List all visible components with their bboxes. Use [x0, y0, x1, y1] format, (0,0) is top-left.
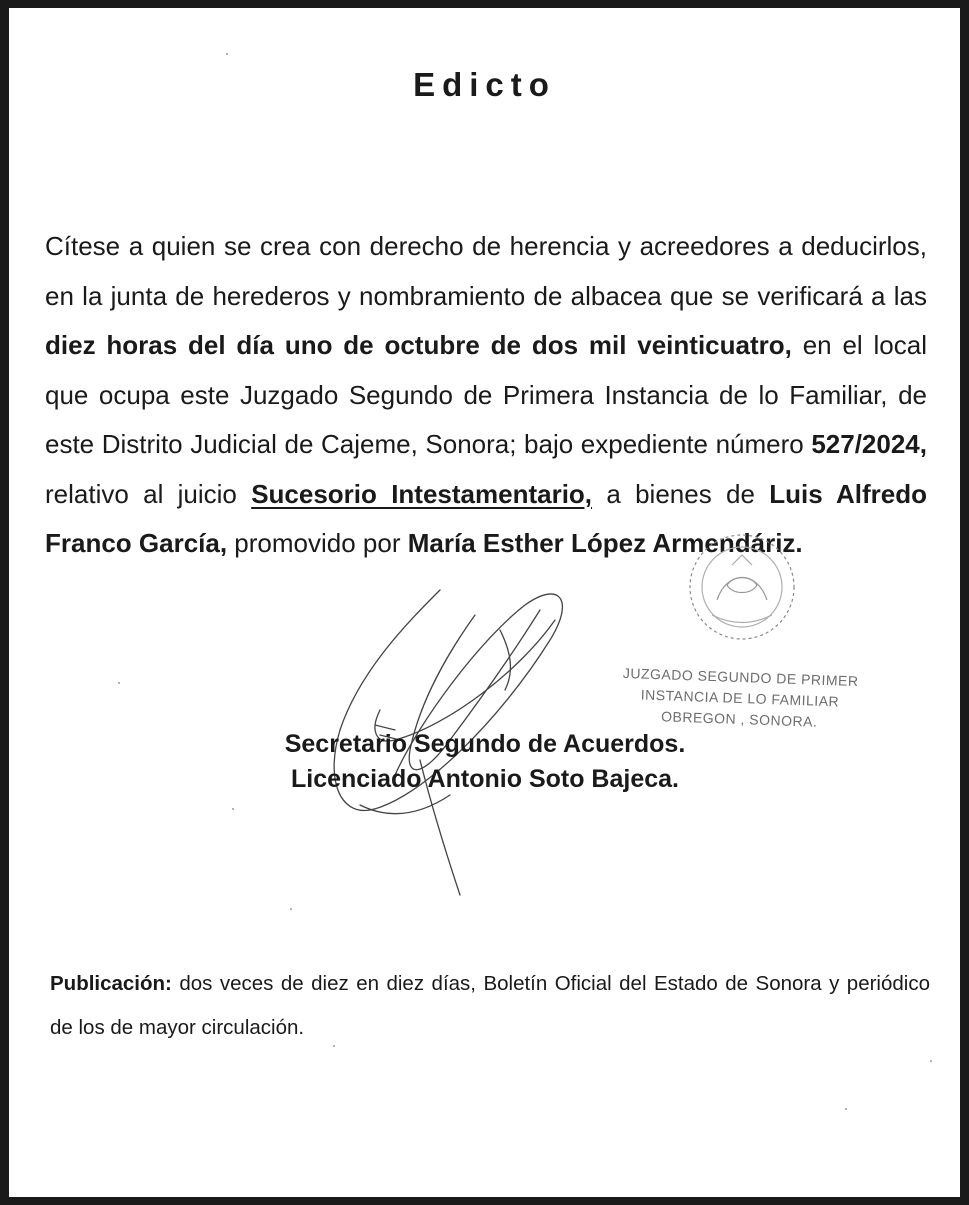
publication-note: [50, 962, 930, 1050]
stamp-line-1: JUZGADO SEGUNDO DE PRIMER: [622, 664, 859, 690]
signer-name: Licenciado Antonio Soto Bajeca.: [290, 765, 679, 793]
body-text-3: relativo al juicio: [45, 478, 252, 509]
case-number: 527/2024,: [811, 429, 927, 459]
publication-label: Publicación:: [50, 972, 172, 995]
scan-speck: [226, 53, 228, 55]
hearing-date: diez horas del día uno de octubre de dos mil veinticuatro,: [45, 330, 792, 360]
court-stamp-text: [599, 662, 881, 735]
promoter-name: María Esther López Armendáriz.: [407, 528, 803, 558]
scan-speck: [845, 1108, 847, 1110]
body-text-5: promovido por: [227, 528, 408, 558]
court-seal-emblem: [672, 525, 812, 655]
scan-speck: [118, 682, 120, 684]
signer-role: Secretario Segundo de Acuerdos.: [284, 730, 686, 758]
scan-speck: [333, 1045, 335, 1047]
deceased-name: Luis Alfredo Franco García,: [45, 478, 927, 558]
signature-block: [170, 727, 800, 797]
body-text-1: Cítese a quien se crea con derecho de herencia y acreedores a deducirlos, en la junta de herederos y nombramiento de albacea que se verificará a las: [45, 231, 927, 311]
scan-speck: [232, 808, 234, 810]
case-type: Sucesorio Intestamentario,: [251, 478, 593, 509]
stamp-line-2: INSTANCIA DE LO FAMILIAR: [640, 686, 840, 710]
edict-body: [45, 222, 927, 569]
document-title: Edicto: [413, 66, 556, 103]
scan-speck: [290, 908, 292, 910]
stamp-line-3: OBREGON , SONORA.: [660, 708, 818, 730]
body-text-2: en el local que ocupa este Juzgado Segundo de Primera Instancia de lo Familiar, de este Distrito Judicial de Cajeme, Sonora; bajo expediente número: [45, 330, 927, 459]
body-text-4: a bienes de: [592, 478, 770, 509]
publication-text: dos veces de diez en diez días, Boletín Oficial del Estado de Sonora y periódico de los de mayor circulación.: [50, 972, 930, 1039]
scan-speck: [930, 1060, 932, 1062]
